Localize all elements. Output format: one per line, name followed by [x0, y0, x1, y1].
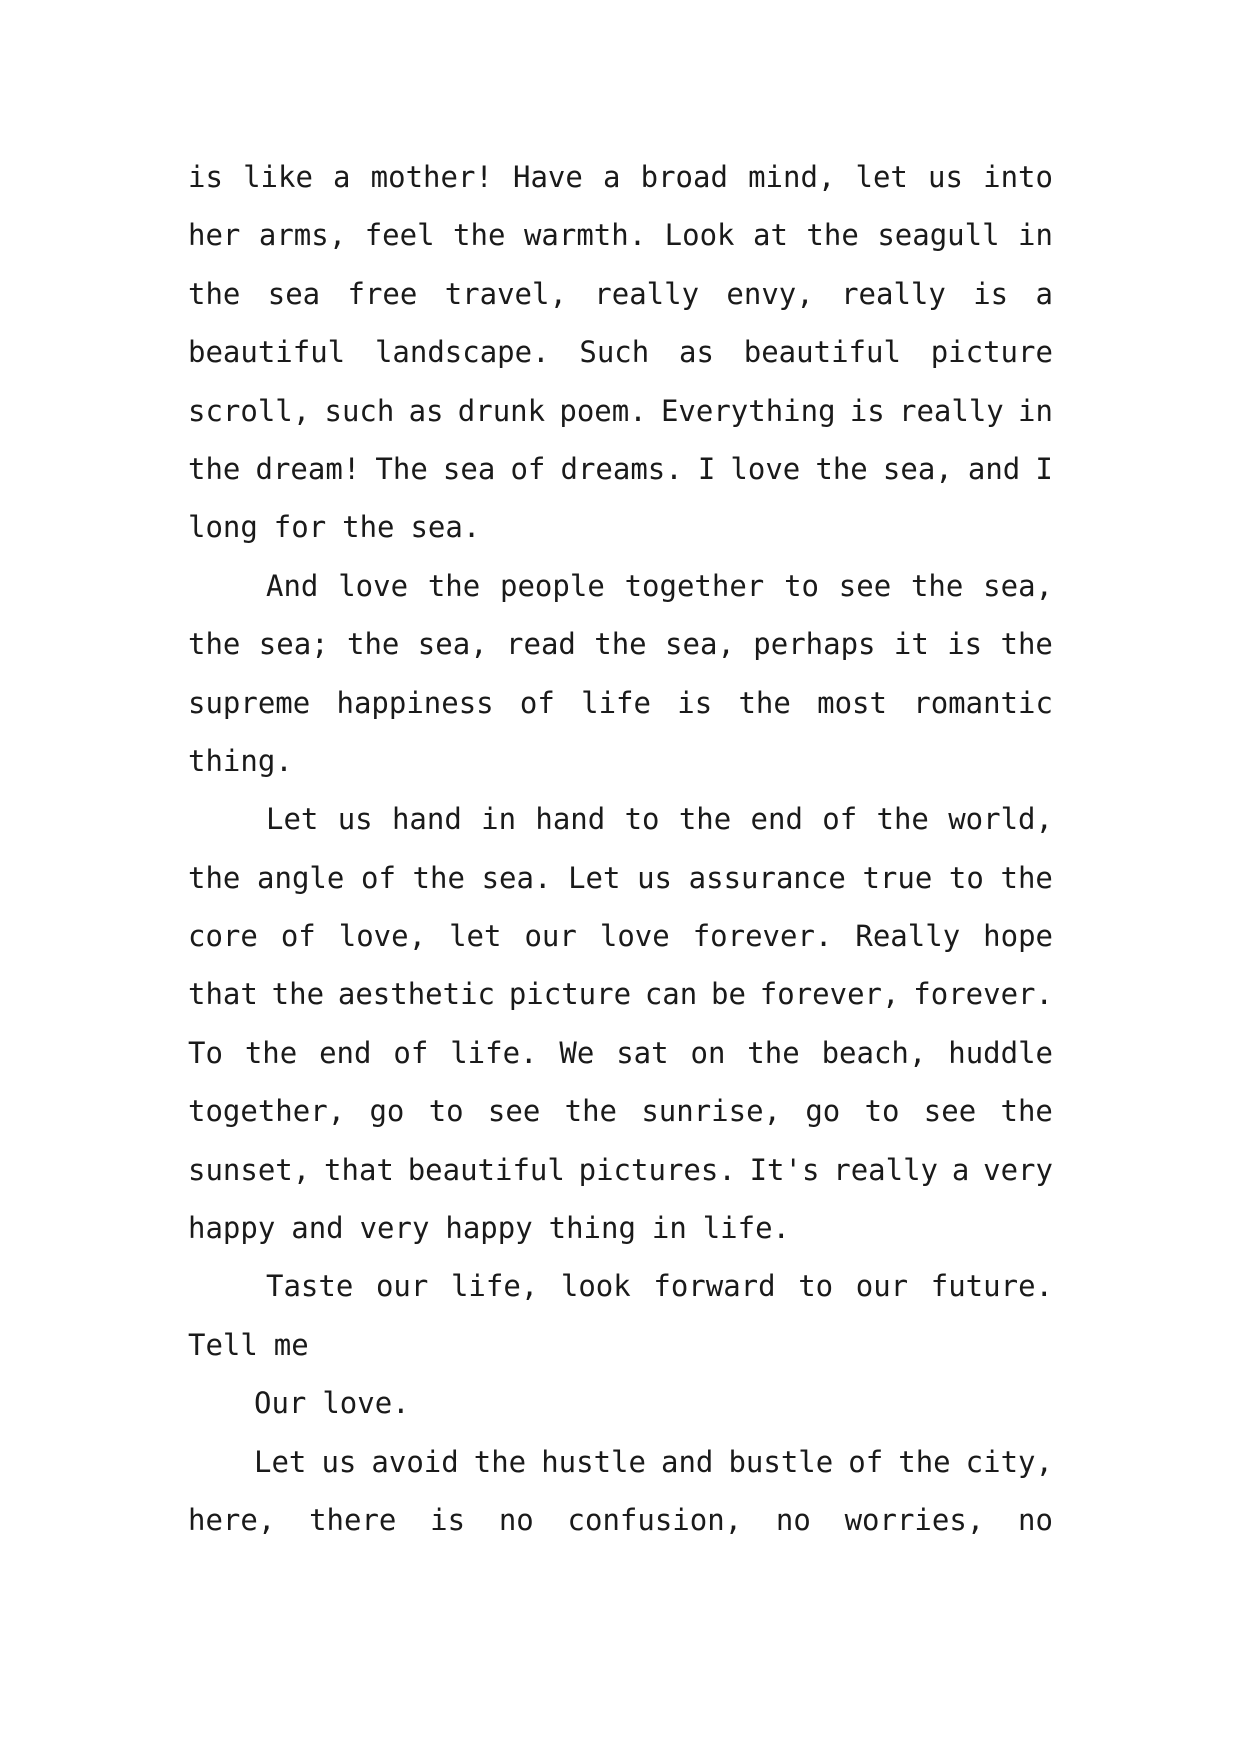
word: the	[271, 977, 325, 1012]
word: love.	[322, 1386, 410, 1421]
word: really	[899, 393, 1004, 428]
word: picture	[930, 335, 1053, 370]
word: the	[815, 451, 868, 486]
word: the	[1000, 860, 1053, 895]
word: love	[599, 919, 670, 954]
word: sunset,	[188, 1152, 311, 1187]
word: very	[359, 1211, 430, 1246]
word: bustle	[728, 1444, 834, 1479]
word: arms,	[258, 218, 347, 253]
word: a	[333, 160, 351, 194]
word: the	[564, 1094, 618, 1129]
word: future.	[930, 1269, 1053, 1304]
word: life.	[450, 1035, 538, 1070]
word: the	[453, 218, 506, 253]
word: the	[188, 451, 241, 486]
word: life,	[450, 1269, 539, 1304]
word: is	[430, 1502, 466, 1537]
word: forever,	[759, 977, 900, 1012]
word: perhaps	[753, 627, 876, 662]
text-line	[188, 1271, 1053, 1329]
word: the	[427, 568, 481, 603]
word: mother!	[370, 160, 493, 194]
word: me	[273, 1327, 309, 1362]
word: here,	[188, 1502, 276, 1537]
document-page	[188, 162, 1053, 1563]
word: a	[603, 160, 621, 194]
word: It's	[749, 1152, 820, 1187]
word: scroll,	[188, 393, 311, 428]
word: love,	[338, 919, 427, 954]
word: happy	[445, 1211, 533, 1246]
word: the	[678, 802, 732, 837]
word: her	[188, 218, 241, 253]
word: forward	[653, 1269, 776, 1304]
word: sea,	[417, 627, 488, 662]
word: us	[321, 1444, 357, 1479]
word: the	[412, 860, 465, 895]
word: in	[1018, 393, 1053, 428]
text-line	[188, 220, 1053, 278]
word: the	[898, 1444, 951, 1479]
word: beautiful	[743, 335, 901, 370]
word: end	[319, 1035, 372, 1070]
text-line	[188, 568, 1053, 629]
word: core	[188, 919, 258, 954]
word: to	[784, 568, 819, 603]
word: beautiful	[188, 335, 346, 370]
word: the	[188, 627, 241, 662]
word: To	[188, 1035, 223, 1070]
word: together,	[188, 1094, 346, 1129]
word: sea	[267, 276, 321, 311]
word: love	[730, 451, 801, 486]
word: a	[951, 1152, 970, 1187]
word: as	[408, 393, 444, 428]
word: Let	[568, 860, 621, 895]
word: into	[983, 160, 1053, 194]
word: mind,	[748, 160, 836, 194]
word: the	[342, 510, 395, 545]
text-line	[188, 860, 1053, 921]
word: see	[487, 1094, 541, 1129]
word: to	[948, 860, 984, 895]
text-line	[188, 979, 1053, 1037]
word: sea;	[258, 627, 329, 662]
word: Taste	[266, 1269, 354, 1304]
word: picture	[508, 977, 632, 1012]
text-line	[188, 162, 1053, 220]
word: and	[967, 451, 1021, 486]
word: worries,	[844, 1502, 985, 1537]
word: really	[594, 276, 700, 311]
word: the	[806, 218, 859, 253]
word: supreme	[188, 685, 311, 720]
text-line	[188, 512, 1053, 570]
word: read	[506, 627, 576, 662]
word: forever.	[913, 977, 1053, 1012]
word: warmth.	[523, 218, 647, 253]
word: landscape.	[374, 335, 550, 370]
text-line	[188, 1096, 1053, 1154]
word: angle	[257, 860, 345, 895]
word: The	[375, 451, 428, 486]
word: as	[679, 335, 714, 370]
word: our	[855, 1269, 909, 1304]
word: sea.	[410, 510, 481, 545]
word: sea,	[665, 627, 735, 662]
text-line	[188, 1213, 1053, 1271]
word: And	[266, 568, 319, 603]
word: life	[581, 685, 651, 720]
text-line	[188, 804, 1053, 862]
word: the	[473, 1444, 527, 1479]
word: our	[375, 1269, 429, 1304]
word: and	[291, 1211, 344, 1246]
word: of	[510, 451, 546, 486]
word: most	[817, 685, 887, 720]
word: is	[677, 685, 713, 720]
word: is	[947, 627, 983, 662]
word: the	[1000, 627, 1053, 662]
word: a	[1035, 276, 1053, 311]
text-line	[188, 685, 1053, 746]
text-line	[188, 1035, 1053, 1096]
word: beach,	[821, 1035, 927, 1070]
word: in	[651, 1211, 687, 1246]
word: beautiful	[407, 1152, 565, 1187]
word: really	[841, 276, 946, 311]
word: see	[923, 1094, 977, 1129]
word: happiness	[336, 685, 494, 720]
word: that	[188, 977, 258, 1012]
word: is	[188, 160, 223, 194]
word: let	[449, 919, 502, 954]
word: city,	[965, 1444, 1053, 1479]
text-line	[188, 629, 1053, 687]
word: life.	[702, 1211, 791, 1246]
word: is	[973, 276, 1009, 311]
word: drunk	[457, 393, 546, 428]
word: hustle	[541, 1444, 646, 1479]
word: Let	[266, 802, 319, 837]
word: dreams.	[560, 451, 683, 486]
word: to	[864, 1094, 900, 1129]
word: sea,	[983, 568, 1053, 603]
word: envy,	[726, 276, 814, 311]
word: Have	[513, 160, 583, 194]
word: Let	[254, 1444, 307, 1479]
word: the	[1000, 1094, 1053, 1129]
word: go	[805, 1094, 841, 1129]
word: world,	[948, 802, 1053, 837]
word: assurance	[688, 860, 846, 895]
word: on	[690, 1035, 726, 1070]
word: the	[188, 860, 241, 895]
word: there	[309, 1502, 397, 1537]
word: thing.	[188, 743, 293, 778]
word: us	[928, 160, 963, 194]
word: sea.	[481, 860, 552, 895]
word: really	[833, 1152, 939, 1187]
word: and	[661, 1444, 714, 1479]
word: Everything	[660, 393, 836, 428]
word: I	[1035, 451, 1053, 486]
word: it	[893, 627, 929, 662]
word: hope	[983, 919, 1053, 954]
word: together	[624, 568, 765, 603]
word: no	[775, 1502, 811, 1537]
word: I	[697, 451, 716, 486]
word: sat	[616, 1035, 669, 1070]
word: confusion,	[567, 1502, 743, 1537]
word: people	[500, 568, 605, 603]
word: true	[862, 860, 933, 895]
word: to	[798, 1269, 834, 1304]
word: Really	[855, 919, 961, 954]
word: of	[848, 1444, 884, 1479]
word: of	[360, 860, 396, 895]
word: seagull	[877, 218, 1000, 253]
word: the	[347, 627, 400, 662]
word: end	[750, 802, 803, 837]
word: huddle	[948, 1035, 1053, 1070]
word: happy	[188, 1211, 276, 1246]
word: aesthetic	[337, 977, 495, 1012]
word: see	[838, 568, 892, 603]
word: very	[983, 1152, 1053, 1187]
word: sea	[442, 451, 496, 486]
word: us	[337, 802, 373, 837]
text-line	[188, 451, 1053, 512]
word: poem.	[559, 393, 647, 428]
word: avoid	[371, 1444, 459, 1479]
word: forever.	[692, 919, 833, 954]
word: of	[280, 919, 316, 954]
text-line	[188, 1152, 1053, 1213]
text-line	[188, 276, 1053, 337]
word: us	[637, 860, 673, 895]
word: the	[747, 1035, 800, 1070]
word: Tell	[188, 1327, 258, 1362]
word: travel,	[444, 276, 567, 311]
word: like	[243, 160, 313, 194]
word: go	[369, 1094, 405, 1129]
word: pictures.	[578, 1152, 736, 1187]
word: feel	[364, 218, 435, 253]
word: the	[738, 685, 791, 720]
word: in	[481, 802, 517, 837]
word: We	[559, 1035, 595, 1070]
word: look	[560, 1269, 631, 1304]
word: love	[338, 568, 409, 603]
text-line	[188, 393, 1053, 454]
text-line	[188, 1502, 1053, 1563]
word: no	[1018, 1502, 1053, 1537]
word: to	[624, 802, 660, 837]
text-line	[188, 743, 1053, 804]
word: sunrise,	[641, 1094, 782, 1129]
word: long	[188, 510, 258, 545]
word: is	[849, 393, 885, 428]
word: the	[594, 627, 647, 662]
word: let	[855, 160, 908, 194]
word: at	[753, 218, 788, 253]
word: the	[910, 568, 964, 603]
word: Such	[579, 335, 650, 370]
word: such	[324, 393, 395, 428]
word: for	[273, 510, 327, 545]
word: dream!	[255, 451, 361, 486]
word: Our	[254, 1386, 307, 1421]
word: sea,	[882, 451, 953, 486]
word: can	[644, 977, 698, 1012]
word: broad	[640, 160, 728, 194]
word: no	[498, 1502, 534, 1537]
word: our	[524, 919, 577, 954]
text-line	[188, 1444, 1053, 1505]
word: of	[393, 1035, 429, 1070]
text-line	[188, 337, 1053, 395]
word: in	[1018, 218, 1053, 253]
text-line	[188, 1327, 1053, 1388]
text-line	[188, 1388, 1053, 1446]
word: the	[244, 1035, 298, 1070]
word: free	[347, 276, 418, 311]
word: the	[876, 802, 929, 837]
word: hand	[391, 802, 462, 837]
text-line	[188, 921, 1053, 979]
word: that	[324, 1152, 394, 1187]
word: of	[519, 685, 555, 720]
word: Look	[664, 218, 735, 253]
word: hand	[535, 802, 606, 837]
word: thing	[548, 1211, 636, 1246]
word: be	[711, 977, 746, 1012]
word: of	[822, 802, 858, 837]
word: to	[428, 1094, 464, 1129]
word: the	[188, 276, 241, 311]
word: romantic	[913, 685, 1053, 720]
